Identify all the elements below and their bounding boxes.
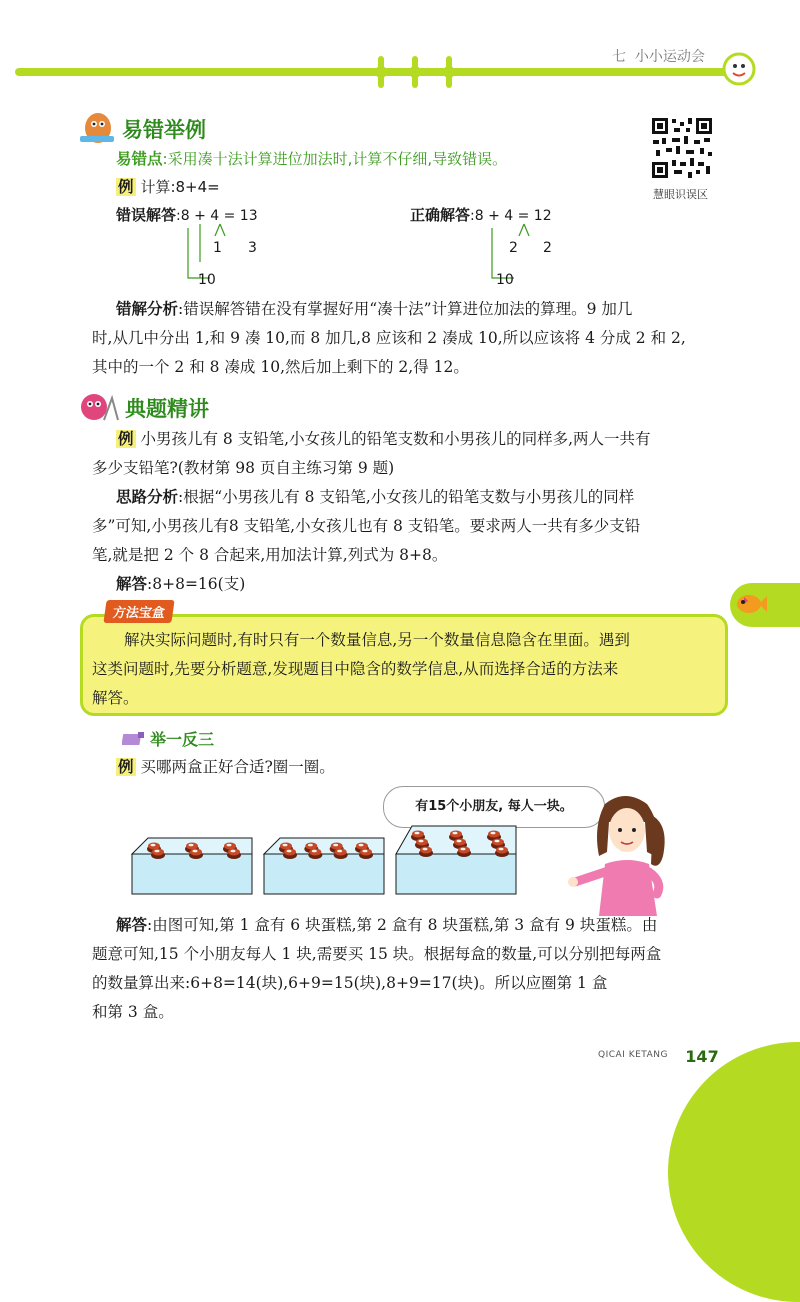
method-line-1: 解决实际问题时,有时只有一个数量信息,另一个数量信息隐含在里面。遇到 [124,631,630,649]
cake [419,847,433,858]
thought-line-1: :根据“小男孩儿有 8 支铅笔,小女孩儿的铅笔支数与小男孩儿的同样 [178,488,635,506]
cake [308,849,322,860]
chapter-title: 小小运动会 [634,49,705,65]
cake [227,849,241,860]
header-ornaments [372,52,462,92]
wrong-answer-label: 错误解答 [116,206,177,224]
cake-box-3[interactable] [396,826,516,894]
header-emblem-icon [722,52,756,86]
method-line-3: 解答。 [92,689,139,707]
mistake-point-label: 易错点 [116,150,163,168]
mistake-point-text: :采用凑十法计算进位加法时,计算不仔细,导致错误。 [162,150,508,168]
cake [457,847,471,858]
example-3 [116,753,335,782]
cake-box-2[interactable] [264,838,384,894]
chapter-label [612,46,705,66]
section-heading-mistakes: 易错举例 [122,118,206,142]
right-answer-label: 正确解答 [410,206,471,224]
analysis-label: 错解分析 [116,300,179,318]
analysis-line-3: 其中的一个 2 和 8 凑成 10,然后加上剩下的 2,得 12。 [92,358,469,376]
answer-3-line-4: 和第 3 盒。 [92,1003,174,1021]
answer-2-text: :8+8=16(支) [147,575,246,593]
example-2-line-2: 多少支铅笔?(教材第 98 页自主练习第 9 题) [92,459,395,477]
method-text [92,626,717,713]
answer-3-line-2: 题意可知,15 个小朋友每人 1 块,需要买 15 块。根据每盒的数量,可以分别把每两盒 [92,945,662,963]
wrong-analysis [92,295,732,382]
right-split-2: 2 [543,240,552,256]
footer-corner [668,1042,800,1302]
section-heading-practice: 举一反三 [150,730,215,749]
right-split-1: 2 [509,240,518,256]
answer-2-label: 解答 [116,575,148,593]
section-heading-featured: 典题精讲 [125,397,209,421]
wrong-ten: 10 [198,272,216,288]
pencil-box-icon [122,730,146,748]
thought-line-2: 多”可知,小男孩儿有8 支铅笔,小女孩儿也有 8 支铅笔。要求两人一共有多少支铅 [92,517,641,535]
cake [189,849,203,860]
example-3-label: 例 [118,758,134,776]
wrong-split-2: 3 [248,240,257,256]
thought-line-3: 笔,就是把 2 个 8 合起来,用加法计算,列式为 8+8。 [92,546,448,564]
speech-text: 有15个小朋友, 每人一块。 [415,799,573,814]
page-number: 147 [682,1046,722,1068]
cake-box-1[interactable] [132,838,252,894]
mistake-point [116,145,507,174]
footer-brand: QICAI KETANG [598,1050,668,1060]
right-answer-expr: :8 + 4 = 12 [470,208,552,224]
cake [283,849,297,860]
method-line-2: 这类问题时,先要分析题意,发现题目中隐含的数学信息,从而选择合适的方法来 [92,660,619,678]
example-3-text: 买哪两盒正好合适?圈一圈。 [140,758,335,776]
example-1-text: 计算:8+4= [140,178,220,196]
example-2-line-1: 小男孩儿有 8 支铅笔,小女孩儿的铅笔支数和小男孩儿的同样多,两人一共有 [140,430,651,448]
mascot-icon-2 [78,390,120,424]
example-2-label: 例 [118,430,134,448]
answer-3 [92,911,732,1027]
cake [334,849,348,860]
qr-caption: 慧眼识误区 [653,188,708,201]
method-tag: 方法宝盒 [103,600,174,623]
mascot-icon [78,110,116,146]
example-2 [92,425,732,599]
answer-3-line-1: :由图可知,第 1 盒有 6 块蛋糕,第 2 盒有 8 块蛋糕,第 3 盒有 9 块蛋糕。由 [147,916,658,934]
thought-label: 思路分析 [116,488,179,506]
answer-3-label: 解答 [116,916,148,934]
cake [359,849,373,860]
cake-boxes-illustration[interactable] [128,820,568,912]
cake [495,847,509,858]
chapter-number: 七 [612,49,626,65]
cake [151,849,165,860]
wrong-split-1: 1 [213,240,222,256]
example-label: 例 [118,178,134,196]
wrong-answer-expr: :8 + 4 = 13 [176,208,258,224]
right-ten: 10 [496,272,514,288]
answer-3-line-3: 的数量算出来:6+8=14(块),6+9=15(块),8+9=17(块)。所以应圈第 1 盒 [92,974,608,992]
girl-illustration [565,786,675,916]
fish-icon [734,589,768,619]
analysis-line-2: 时,从几中分出 1,和 9 凑 10,而 8 加几,8 应该和 2 凑成 10,所以应该将 4 分成 2 和 2, [92,329,686,347]
example-1 [116,173,220,202]
analysis-line-1: :错误解答错在没有掌握好用“凑十法”计算进位加法的算理。9 加几 [178,300,633,318]
qr-code[interactable] [650,116,714,180]
